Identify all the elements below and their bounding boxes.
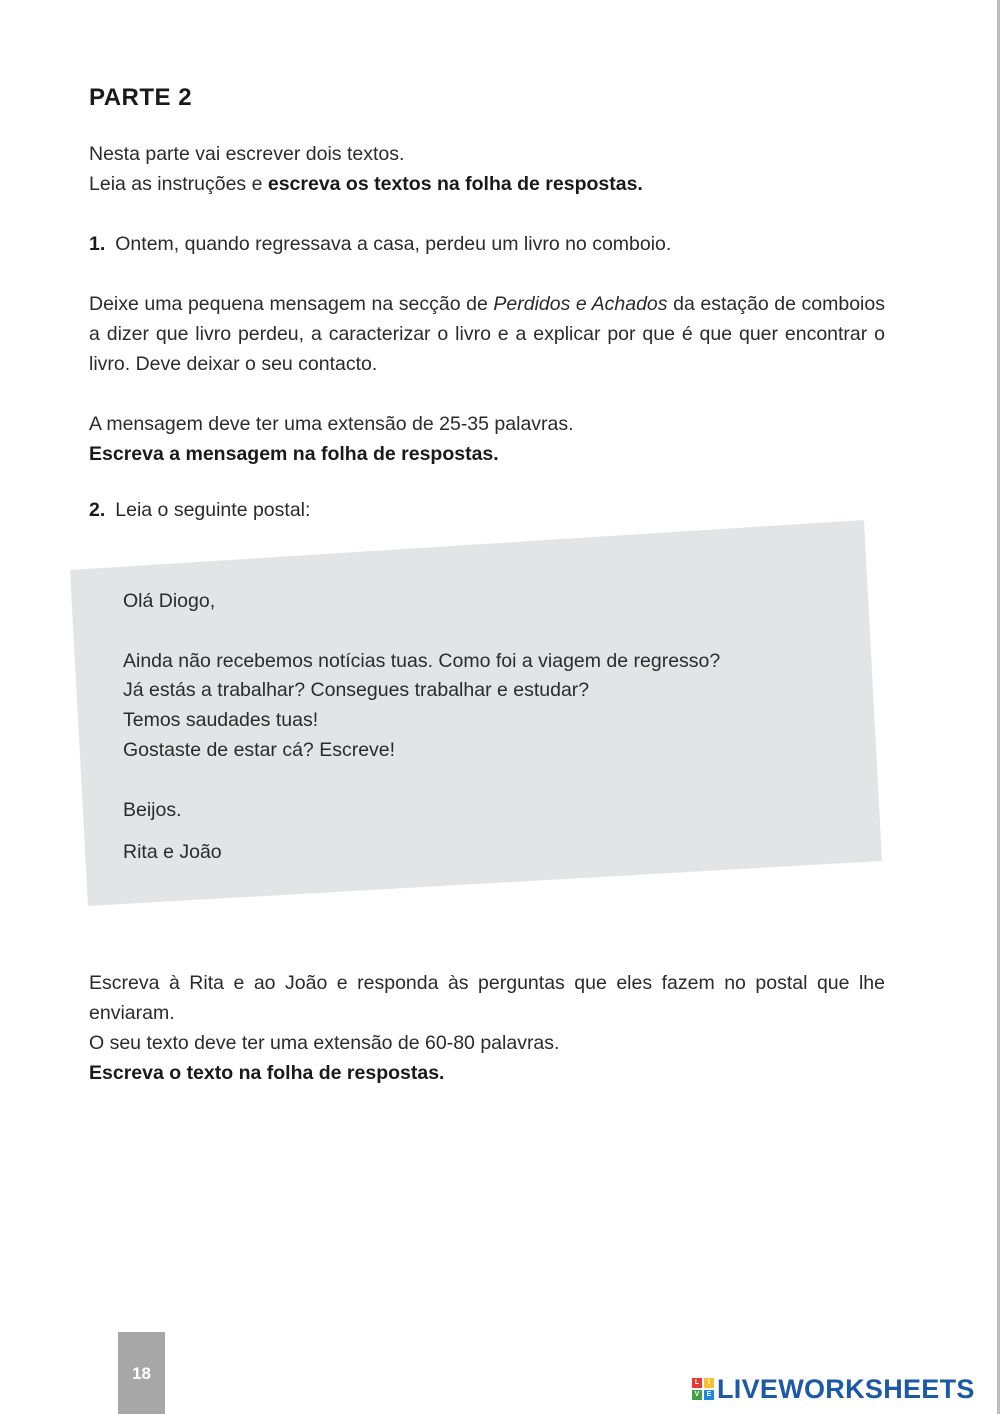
task1-length: A mensagem deve ter uma extensão de 25-35 palavras.	[89, 413, 574, 435]
page-number: 18	[132, 1364, 151, 1383]
task1-instruction: Escreva a mensagem na folha de respostas.	[89, 443, 499, 465]
postcard-greeting: Olá Diogo,	[123, 590, 216, 612]
task2-length: O seu texto deve ter uma extensão de 60-80 palavras.	[89, 1032, 560, 1054]
intro-line-1: Nesta parte vai escrever dois textos.	[89, 143, 405, 165]
postcard-signature: Rita e João	[123, 841, 222, 863]
logo-letter: E	[704, 1390, 714, 1400]
task2-prompt: Leia o seguinte postal:	[115, 499, 311, 521]
task1-prompt-line	[89, 229, 671, 259]
intro-line-2-bold: escreva os textos na folha de respostas.	[267, 173, 643, 195]
liveworksheets-logo	[692, 1373, 975, 1405]
intro-line-2	[89, 169, 643, 199]
postcard-line: Já estás a trabalhar? Consegues trabalhar e estudar?	[123, 679, 590, 701]
task2-prompt-line	[89, 495, 310, 525]
postcard-line: Gostaste de estar cá? Escreve!	[123, 739, 396, 761]
task1-prompt: Ontem, quando regressava a casa, perdeu um livro no comboio.	[115, 233, 672, 255]
postcard-closing: Beijos.	[123, 799, 182, 821]
logo-letter: L	[692, 1378, 702, 1388]
intro-line-2-normal: Leia as instruções e	[89, 173, 268, 195]
liveworksheets-logo-icon	[692, 1378, 714, 1400]
task2-number: 2.	[89, 499, 106, 521]
task1-desc-italic: Perdidos e Achados	[493, 293, 668, 315]
section-heading: PARTE 2	[89, 84, 193, 111]
liveworksheets-logo-text: LIVEWORKSHEETS	[717, 1373, 975, 1404]
logo-letter: I	[704, 1378, 714, 1388]
logo-letter: V	[692, 1390, 702, 1400]
task1-description	[89, 289, 885, 379]
postcard-line: Temos saudades tuas!	[123, 709, 319, 731]
task2-description: Escreva à Rita e ao João e responda às perguntas que eles fazem no postal que lhe enviaram.	[89, 972, 885, 1024]
task2-instruction: Escreva o texto na folha de respostas.	[89, 1062, 445, 1084]
postcard-line: Ainda não recebemos notícias tuas. Como foi a viagem de regresso?	[123, 650, 721, 672]
task1-desc-before: Deixe uma pequena mensagem na secção de	[89, 293, 494, 315]
task1-number: 1.	[89, 233, 106, 255]
task1-desc-after: da estação de comboios a dizer que livro perdeu, a caracterizar o livro e a explicar por que é que quer encontrar o livro. Deve deixar o seu contacto.	[89, 293, 885, 375]
